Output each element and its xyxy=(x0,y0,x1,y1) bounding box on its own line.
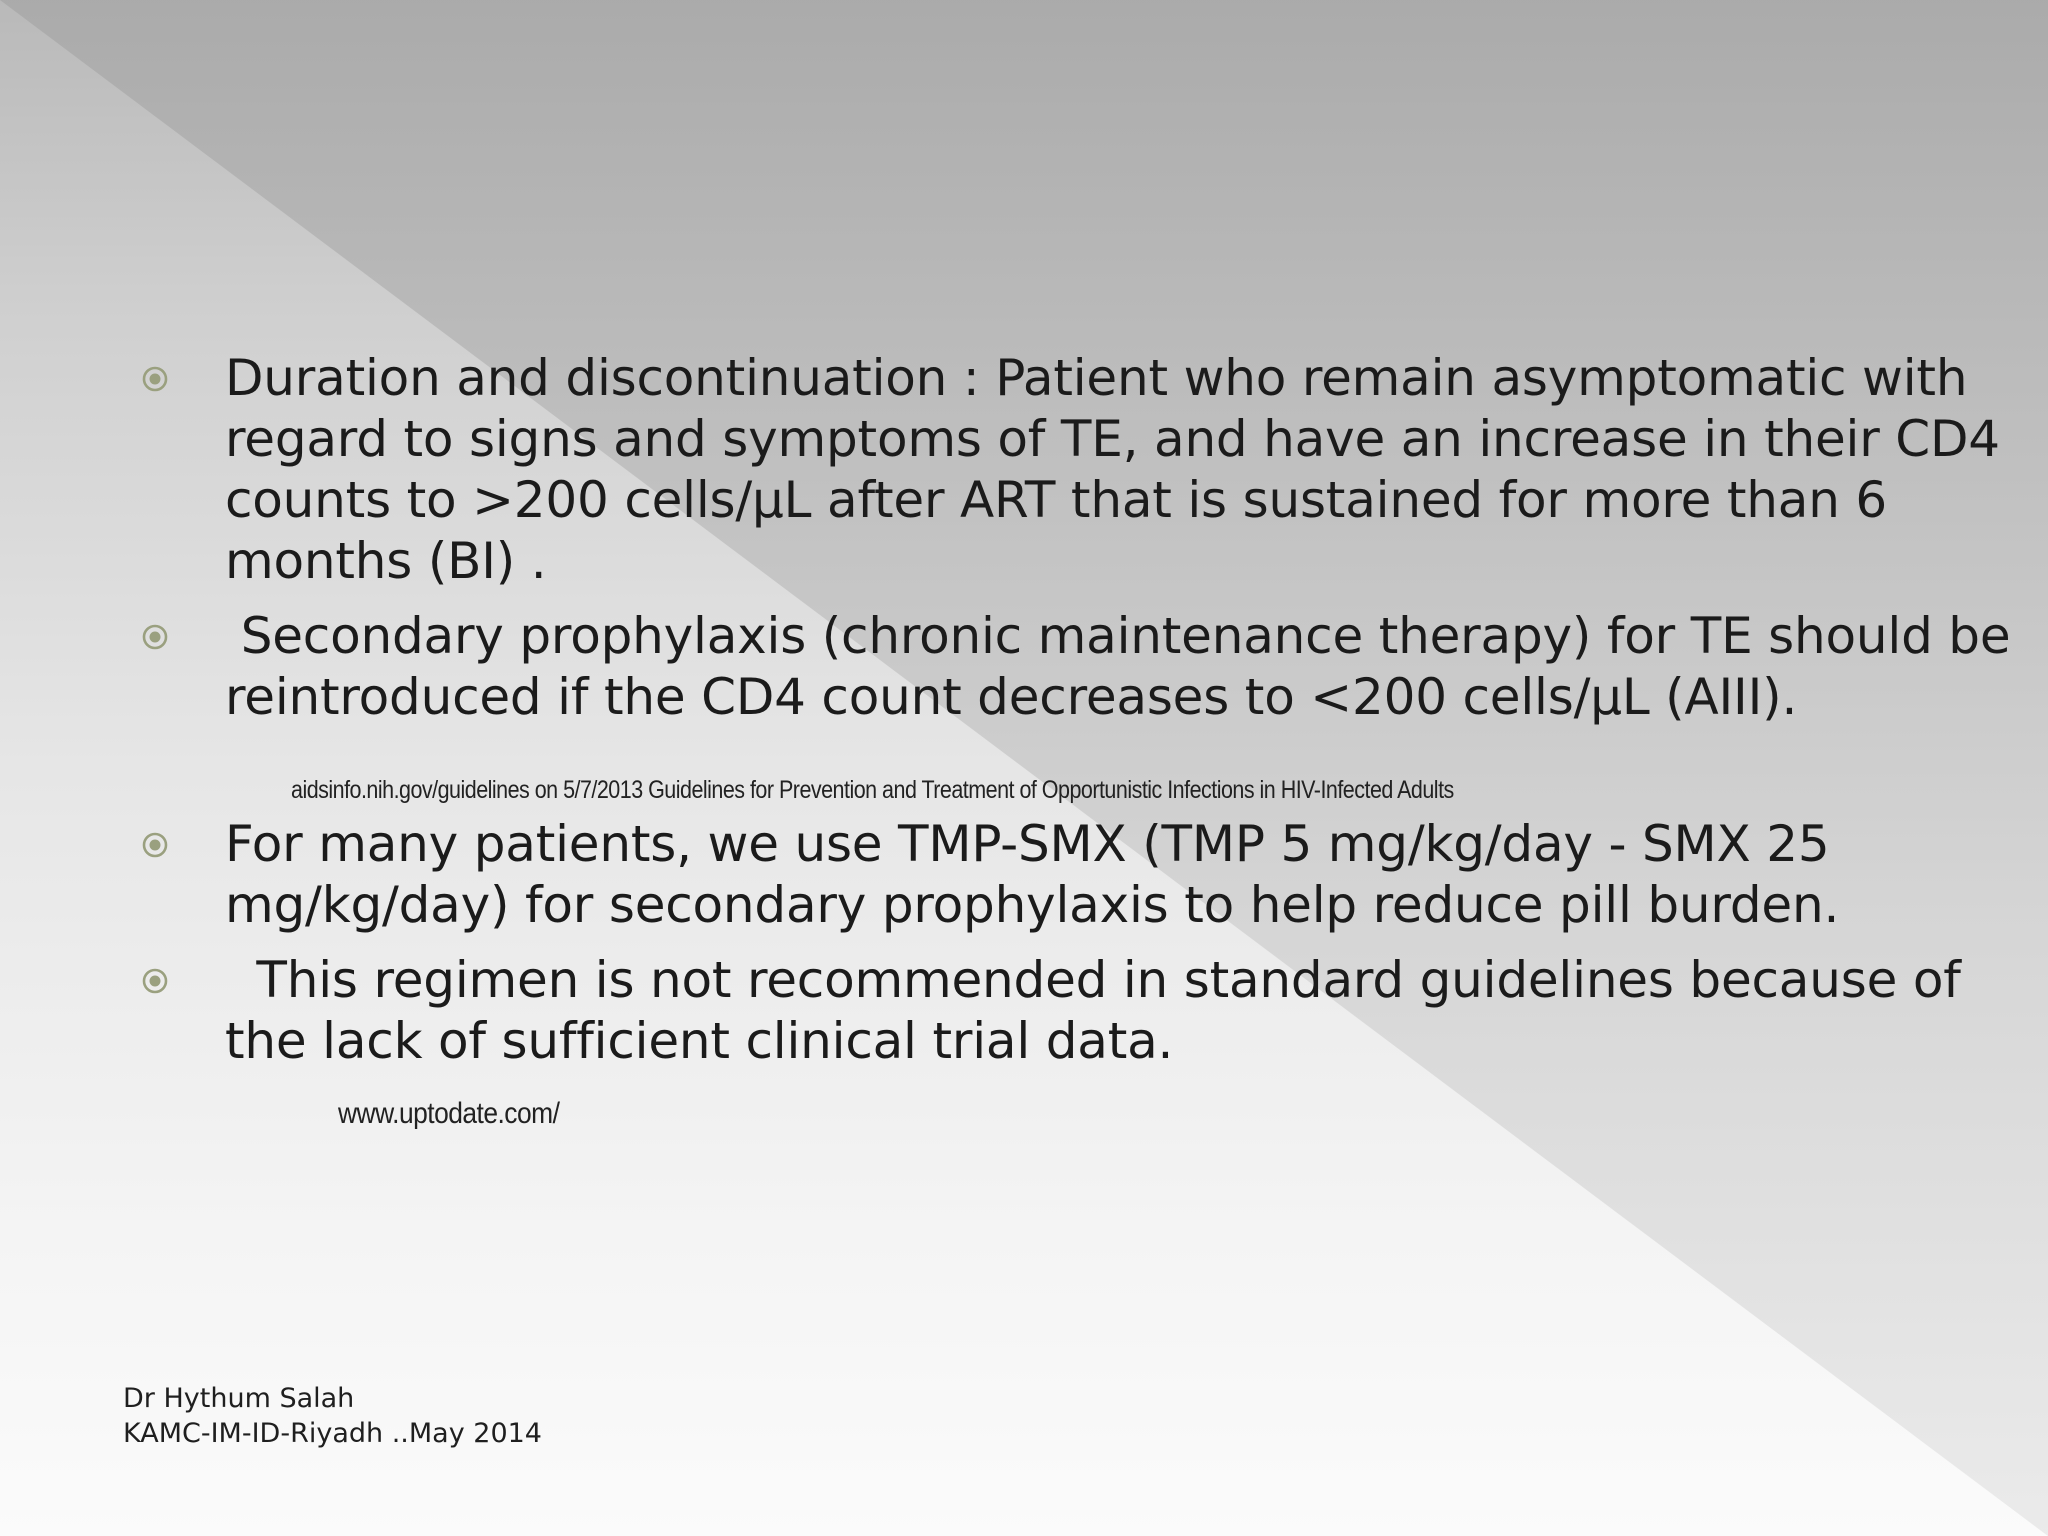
footer-author-name: Dr Hythum Salah xyxy=(123,1383,355,1414)
bullet-text: This regimen is not recommended in standard guidelines because of the lack of sufficient clinical trial data. xyxy=(225,951,1977,1070)
bullet-item xyxy=(138,348,2015,592)
footer-author xyxy=(123,1381,542,1451)
bullet-list xyxy=(138,348,2027,1132)
bullet-item xyxy=(138,950,2015,1072)
circled-dot-icon xyxy=(142,832,168,858)
circled-dot-icon xyxy=(142,968,168,994)
bullet-item xyxy=(138,606,2025,728)
bullet-text: For many patients, we use TMP-SMX (TMP 5 mg/kg/day - SMX 25 mg/kg/day) for secondary prophylaxis to help reduce pill burden. xyxy=(225,815,1840,934)
bullet-text: Secondary prophylaxis (chronic maintenance therapy) for TE should be reintroduced if the CD4 count decreases to <200 cells/µL (AIII). xyxy=(225,607,2027,726)
bullet-item xyxy=(138,814,1875,936)
citation-aidsinfo: aidsinfo.nih.gov/guidelines on 5/7/2013 Guidelines for Prevention and Treatment of Opportunistic Infections in HIV-Infected Adults xyxy=(291,776,1454,804)
bullet-text: Duration and discontinuation : Patient who remain asymptomatic with regard to signs and symptoms of TE, and have an increase in their CD4 counts to >200 cells/µL after ART that is sustained for more than 6 months (BI) . xyxy=(225,349,2000,590)
circled-dot-icon xyxy=(142,624,168,650)
circled-dot-icon xyxy=(142,366,168,392)
footer-affiliation-date: KAMC-IM-ID-Riyadh ..May 2014 xyxy=(123,1418,542,1449)
citation-uptodate: www.uptodate.com/ xyxy=(338,1097,560,1130)
